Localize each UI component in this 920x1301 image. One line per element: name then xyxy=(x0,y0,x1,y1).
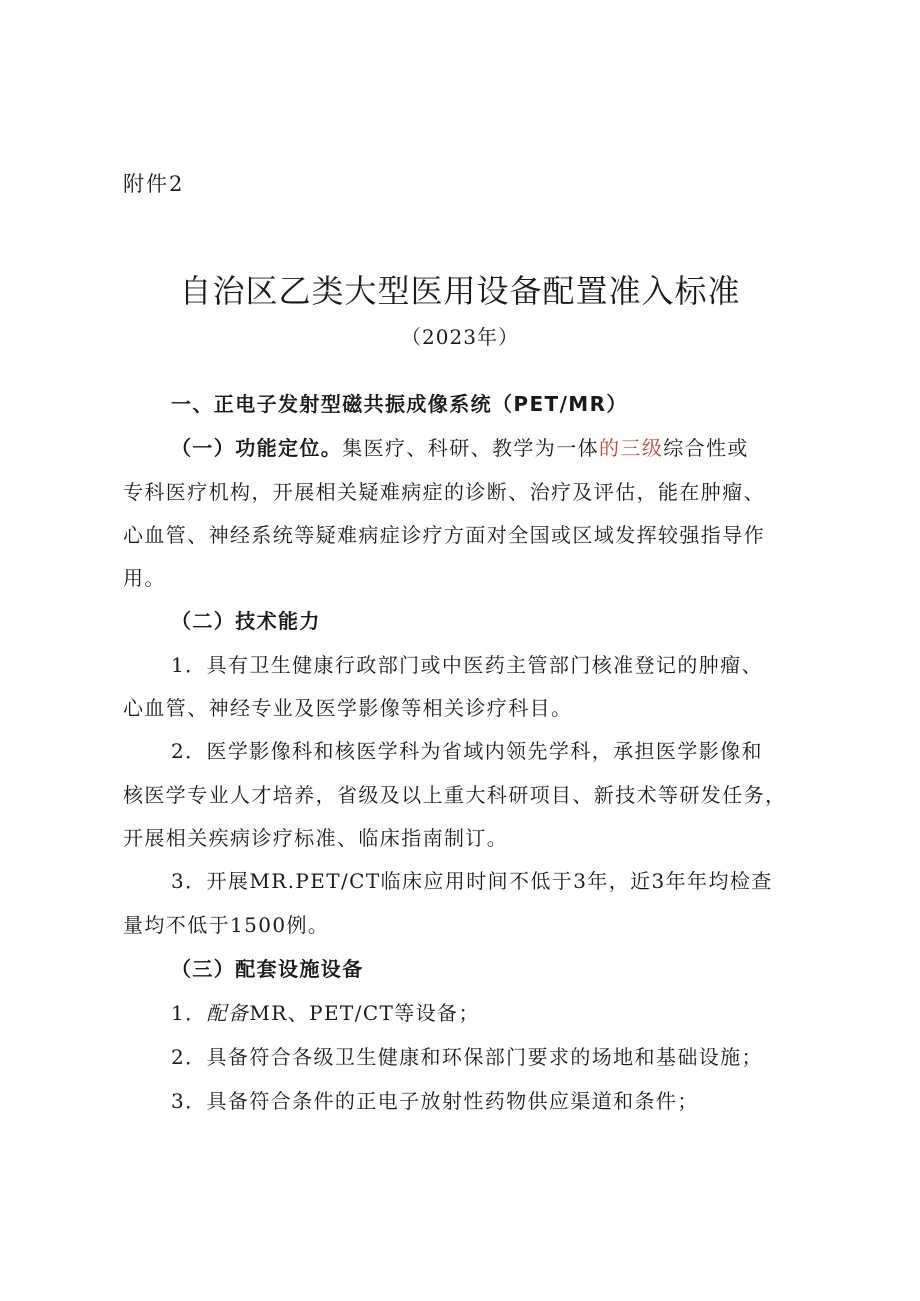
sub-3-item-1-number: 1． xyxy=(171,1001,207,1025)
sub-1-line-3: 心血管、神经系统等疑难病症诊疗方面对全国或区域发挥较强指导作 xyxy=(123,523,765,547)
sub-3-item-1-rest: MR、PET/CT等设备； xyxy=(249,1001,480,1025)
sub-2-item-2-line-3: 开展相关疾病诊疗标准、临床指南制订。 xyxy=(123,826,509,850)
attachment-label: 附件2 xyxy=(123,172,185,196)
sub-1-line-1 xyxy=(171,434,749,462)
sub-2-item-2-line-1: 2．医学影像科和核医学科为省域内领先学科，承担医学影像和 xyxy=(171,739,763,763)
sub-2-item-1-line-2: 心血管、神经专业及医学影像等相关诊疗科目。 xyxy=(123,696,573,720)
sub-1-line-2: 专科医疗机构，开展相关疑难病症的诊断、治疗及评估，能在肿瘤、 xyxy=(123,480,765,504)
sub-2-label: （二）技术能力 xyxy=(171,609,321,633)
document-title: 自治区乙类大型医用设备配置准入标准 xyxy=(179,272,741,310)
sub-2-item-3-line-1: 3．开展MR.PET/CT临床应用时间不低于3年，近3年年均检查 xyxy=(171,869,773,893)
sub-2-item-1-line-1: 1．具有卫生健康行政部门或中医药主管部门核准登记的肿瘤、 xyxy=(171,653,763,677)
sub-1-label: （一）功能定位。 xyxy=(171,436,343,460)
document-year: （2023年） xyxy=(401,325,519,349)
sub-3-item-1-italic: 配备 xyxy=(206,1001,250,1025)
sub-3-item-3: 3．具备符合条件的正电子放射性药物供应渠道和条件； xyxy=(171,1089,699,1113)
sub-3-item-1 xyxy=(171,999,480,1027)
sub-2-item-2-line-2: 核医学专业人才培养，省级及以上重大科研项目、新技术等研发任务， xyxy=(123,783,787,807)
sub-3-item-2: 2．具备符合各级卫生健康和环保部门要求的场地和基础设施； xyxy=(171,1045,763,1069)
sub-3-label: （三）配套设施设备 xyxy=(171,957,364,981)
sub-1-text-highlight: 的三级 xyxy=(599,436,664,460)
section-1-heading: 一、正电子发射型磁共振成像系统（PET/MR） xyxy=(171,392,628,416)
sub-2-item-3-line-2: 量均不低于1500例。 xyxy=(123,913,330,937)
sub-1-line-4: 用。 xyxy=(123,566,166,590)
sub-1-text-b: 综合性或 xyxy=(663,436,749,460)
sub-1-text-a: 集医疗、科研、教学为一体 xyxy=(342,436,600,460)
